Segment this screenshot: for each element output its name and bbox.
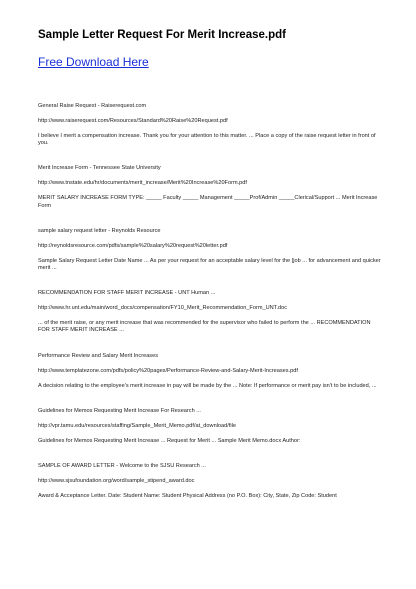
result-title: SAMPLE OF AWARD LETTER - Welcome to the SJSU Research ... <box>38 463 206 470</box>
result-title: General Raise Request - Raiserequest.com <box>38 103 147 109</box>
result-url: http://www.raiserequest.com/Resources/Standard%20Raise%20Request.pdf <box>38 118 228 124</box>
result-snippet: Sample Salary Request Letter Date Name ... As per your request for an acceptable salary level for the [job ... for advancement and quicker merit ... <box>38 257 381 272</box>
result-title: sample salary request letter - Reynolds Resource <box>38 227 161 234</box>
result-snippet: MERIT SALARY INCREASE FORM TYPE: _____ Faculty _____ Management _____Prof/Admin _____Clerical/Support ... Merit Increase Form <box>38 195 378 209</box>
result-url: http://www.hr.unt.edu/main/word_docs/compensation/FY10_Merit_Recommendation_Form_UNT.doc <box>38 305 288 312</box>
result-url: http://www.sjsufoundation.org/word/sample_stipend_award.doc <box>38 478 195 485</box>
results-list <box>38 103 382 500</box>
result-url: http://www.tnstate.edu/hr/documents/merit_increase/Merit%20Increase%20Form.pdf <box>38 180 247 187</box>
result-item <box>38 290 382 334</box>
result-snippet: I believe I merit a compensation increase. Thank you for your attention to this matter. ... Place a copy of the raise request letter in front of you. <box>38 133 376 147</box>
result-snippet: A decision relating to the employee's merit increase in pay will be made by the ... Note: If performance or merit pay isn't to be included, ... <box>38 382 377 389</box>
result-item <box>38 228 382 272</box>
free-download-link[interactable]: Free Download Here <box>38 55 149 69</box>
result-title: Merit Increase Form - Tennessee State University <box>38 165 161 172</box>
result-url: http://reynoldsresource.com/pdfs/sample%20salary%20request%20letter.pdf <box>38 242 228 249</box>
result-snippet: Guidelines for Memos Requesting Merit Increase ... Request for Merit ... Sample Merit Memo.docx Author: <box>38 437 301 444</box>
result-title: Performance Review and Salary Merit Increases <box>38 352 159 359</box>
result-item <box>38 165 382 209</box>
result-url: http://www.templatezone.com/pdfs/policy%20pages/Performance-Review-and-Salary-Merit-Increases.pdf <box>38 367 298 374</box>
result-title: Guidelines for Memos Requesting Merit Increase For Research ... <box>38 407 201 414</box>
result-url: http://vpr.tamu.edu/resources/staffing/Sample_Merit_Memo.pdf/at_download/file <box>38 422 236 429</box>
result-item <box>38 463 382 500</box>
result-item <box>38 353 382 390</box>
result-item <box>38 408 382 445</box>
result-snippet: Award & Acceptance Letter. Date: Student Name: Student Physical Address (no P.O. Box): City, State, Zip Code: Student <box>38 493 337 500</box>
result-title: RECOMMENDATION FOR STAFF MERIT INCREASE - UNT Human ... <box>38 290 216 297</box>
document-title: Sample Letter Request For Merit Increase.pdf <box>38 29 286 41</box>
result-snippet: ... of the merit raise, or any merit increase that was recommended for the supervisor who failed to perform the ... RECOMMENDATION FOR STAFF MERIT INCREASE ... <box>38 320 371 334</box>
result-item <box>38 103 382 147</box>
